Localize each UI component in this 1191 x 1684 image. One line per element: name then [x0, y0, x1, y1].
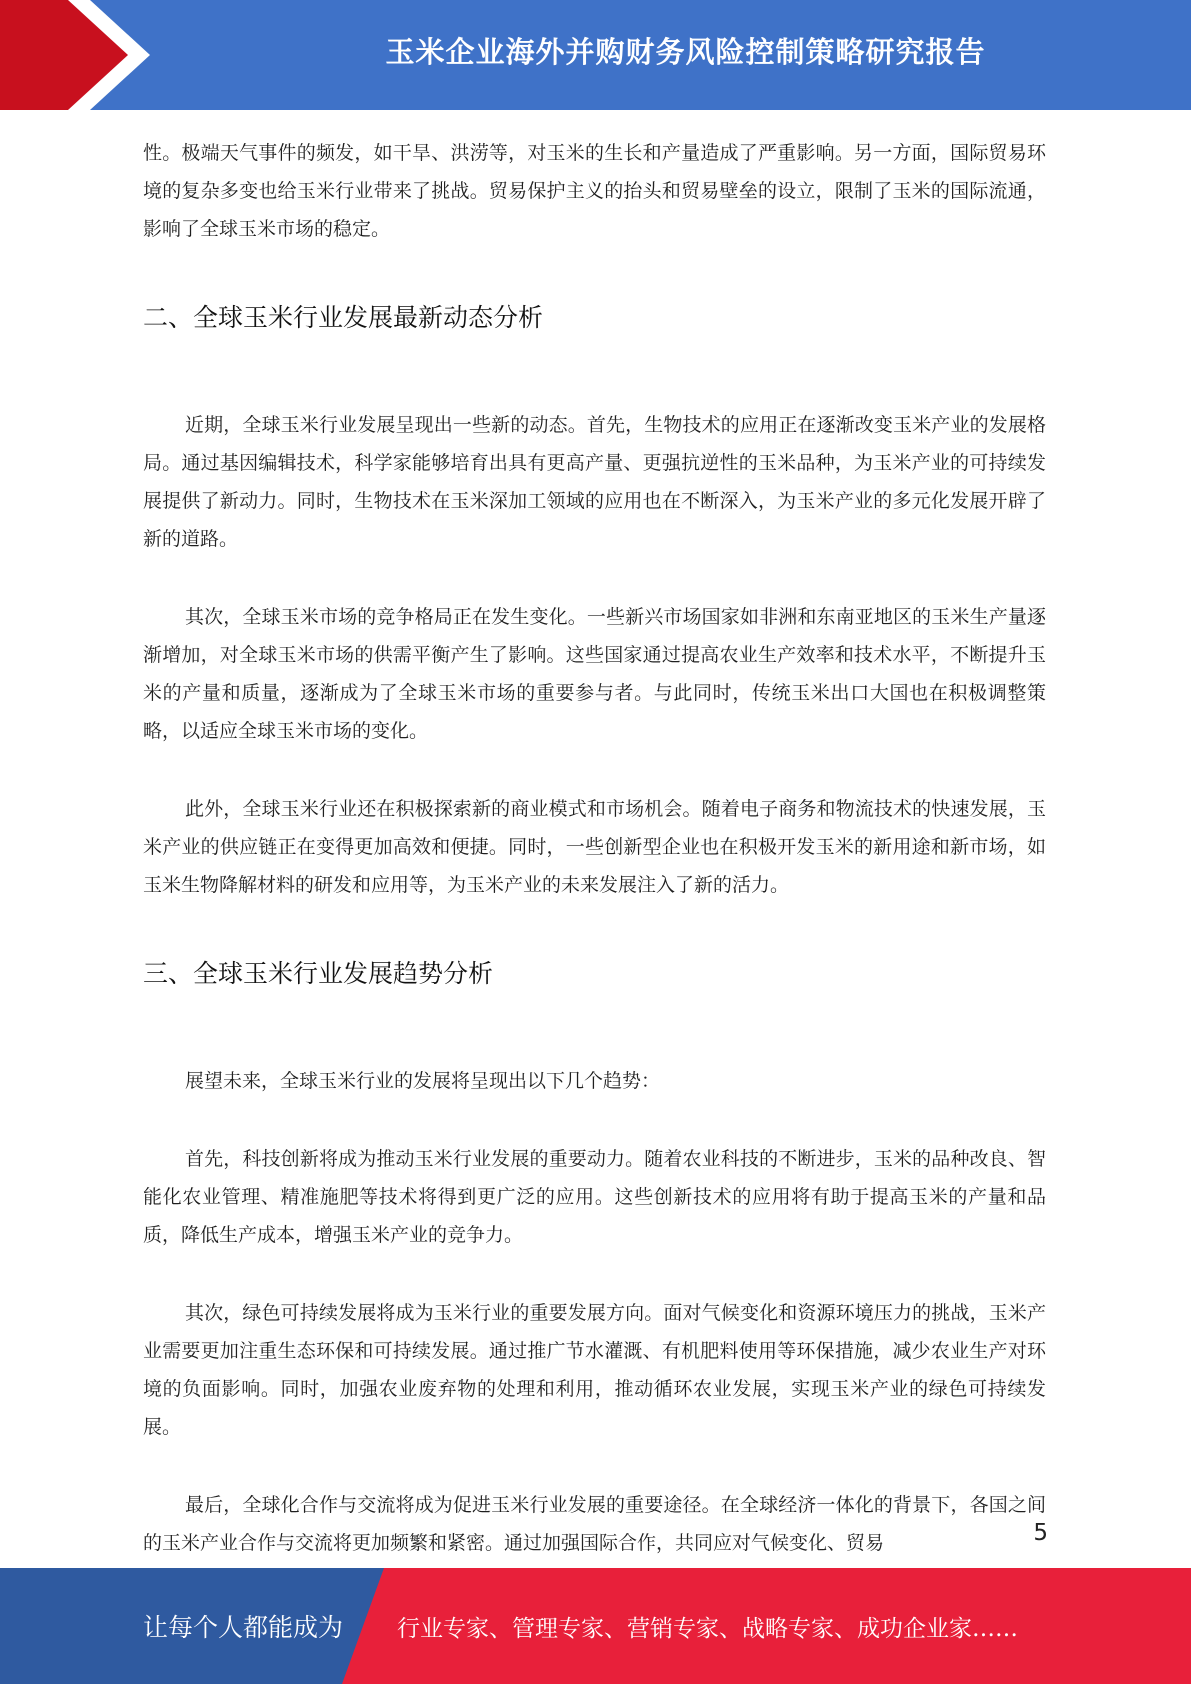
intro-paragraph: 性。极端天气事件的频发，如干旱、洪涝等，对玉米的生长和产量造成了严重影响。另一方面，国际贸易环境的复杂多变也给玉米行业带来了挑战。贸易保护主义的抬头和贸易壁垒的设立，限制了玉米的国际流通，影响了全球玉米市场的稳定。: [143, 142, 1046, 240]
footer-slogan-right: 行业专家、管理专家、营销专家、战略专家、成功企业家……: [397, 1616, 1018, 1642]
section-3-paragraph: 其次，绿色可持续发展将成为玉米行业的重要发展方向。面对气候变化和资源环境压力的挑战，玉米产业需要更加注重生态环保和可持续发展。通过推广节水灌溉、有机肥料使用等环保措施，减少农业生产对环境的负面影响。同时，加强农业废弃物的处理和利用，推动循环农业发展，实现玉米产业的绿色可持续发展。: [143, 1302, 1046, 1438]
header-chevron-decoration: [0, 0, 160, 110]
section-2-paragraph: 近期，全球玉米行业发展呈现出一些新的动态。首先，生物技术的应用正在逐渐改变玉米产业的发展格局。通过基因编辑技术，科学家能够培育出具有更高产量、更强抗逆性的玉米品种，为玉米产业的可持续发展提供了新动力。同时，生物技术在玉米深加工领域的应用也在不断深入，为玉米产业的多元化发展开辟了新的道路。: [143, 414, 1046, 550]
section-heading-2: 二、全球玉米行业发展最新动态分析: [143, 303, 544, 332]
section-3-paragraph: 展望未来，全球玉米行业的发展将呈现出以下几个趋势：: [185, 1070, 661, 1092]
page-footer: [0, 1568, 1191, 1684]
section-heading-3: 三、全球玉米行业发展趋势分析: [143, 959, 494, 988]
section-2-paragraph: 此外，全球玉米行业还在积极探索新的商业模式和市场机会。随着电子商务和物流技术的快速发展，玉米产业的供应链正在变得更加高效和便捷。同时，一些创新型企业也在积极开发玉米的新用途和新市场，如玉米生物降解材料的研发和应用等，为玉米产业的未来发展注入了新的活力。: [143, 798, 1046, 896]
section-3-paragraph: 首先，科技创新将成为推动玉米行业发展的重要动力。随着农业科技的不断进步，玉米的品种改良、智能化农业管理、精准施肥等技术将得到更广泛的应用。这些创新技术的应用将有助于提高玉米的产量和品质，降低生产成本，增强玉米产业的竞争力。: [143, 1148, 1046, 1246]
page-header: [0, 0, 1191, 110]
footer-slogan-left: 让每个人都能成为: [143, 1613, 344, 1642]
section-2-paragraph: 其次，全球玉米市场的竞争格局正在发生变化。一些新兴市场国家如非洲和东南亚地区的玉米生产量逐渐增加，对全球玉米市场的供需平衡产生了影响。这些国家通过提高农业生产效率和技术水平，不断提升玉米的产量和质量，逐渐成为了全球玉米市场的重要参与者。与此同时，传统玉米出口大国也在积极调整策略，以适应全球玉米市场的变化。: [143, 606, 1046, 742]
page-number: 5: [1033, 1520, 1048, 1546]
section-3-paragraph: 最后，全球化合作与交流将成为促进玉米行业发展的重要途径。在全球经济一体化的背景下，各国之间的玉米产业合作与交流将更加频繁和紧密。通过加强国际合作，共同应对气候变化、贸易: [143, 1494, 1046, 1554]
page-content: [143, 134, 1046, 1562]
report-title: 玉米企业海外并购财务风险控制策略研究报告: [385, 35, 986, 69]
